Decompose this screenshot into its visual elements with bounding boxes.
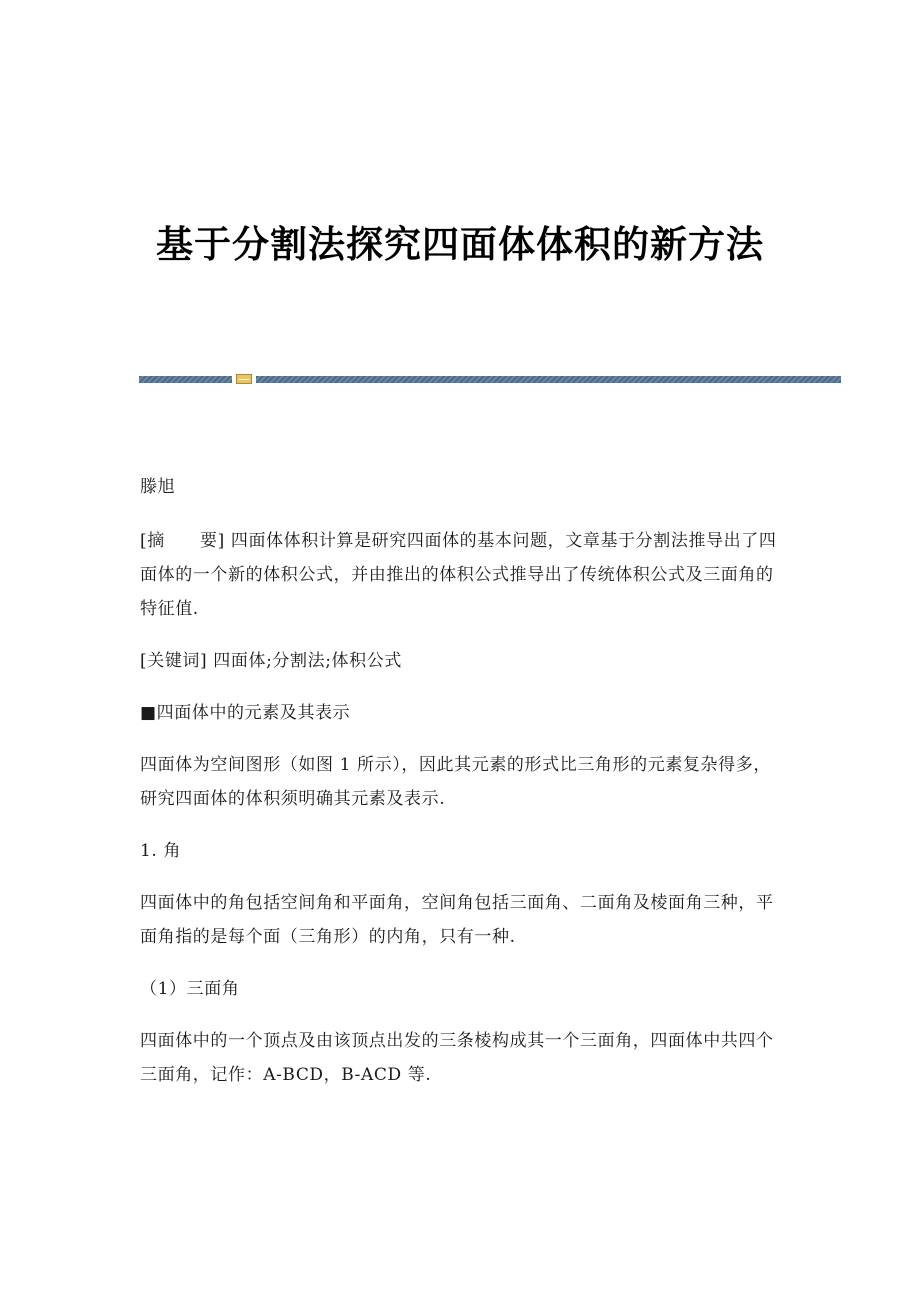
- abstract: [摘 要] 四面体体积计算是研究四面体的基本问题，文章基于分割法推导出了四面体的一个新的体积公式，并由推出的体积公式推导出了传统体积公式及三面角的特征值.: [140, 531, 777, 619]
- subheading-angle: 1. 角: [140, 841, 182, 861]
- divider-bar-left: [139, 376, 232, 383]
- author-name: 滕旭: [140, 477, 176, 497]
- document-body: [140, 470, 780, 1110]
- paragraph-1: 四面体为空间图形（如图 1 所示），因此其元素的形式比三角形的元素复杂得多，研究四面体的体积须明确其元素及表示.: [140, 755, 771, 809]
- section-heading: ■四面体中的元素及其表示: [140, 703, 351, 723]
- title-divider: [139, 374, 841, 384]
- document-title: 基于分割法探究四面体体积的新方法: [156, 223, 764, 266]
- paragraph-3: 四面体中的一个顶点及由该顶点出发的三条棱构成其一个三面角，四面体中共四个三面角，记作：A-BCD，B-ACD 等.: [140, 1031, 774, 1085]
- divider-bar-right: [256, 376, 841, 383]
- subheading-trihedral-angle: （1）三面角: [140, 979, 240, 999]
- paragraph-2: 四面体中的角包括空间角和平面角，空间角包括三面角、二面角及棱面角三种，平面角指的是每个面（三角形）的内角，只有一种.: [140, 893, 774, 947]
- keywords: [关键词] 四面体;分割法;体积公式: [140, 651, 402, 671]
- divider-ornament-icon: [236, 374, 252, 384]
